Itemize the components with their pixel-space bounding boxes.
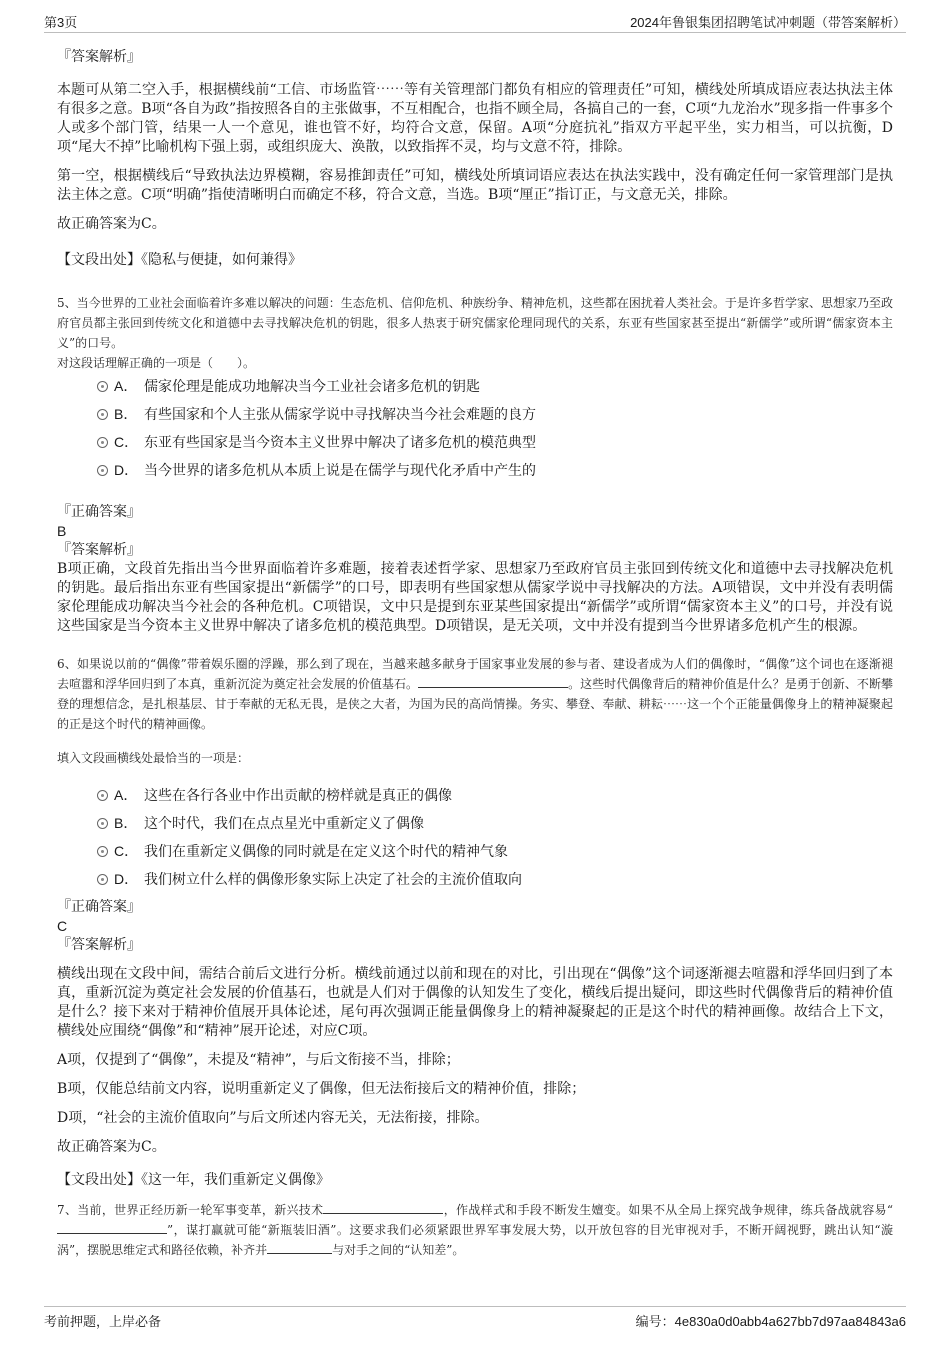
q4-analysis-label: 『答案解析』 bbox=[57, 49, 141, 65]
q6-prompt: 填入文段画横线处最恰当的一项是： bbox=[57, 751, 250, 765]
q6-option-c[interactable]: C． 我们在重新定义偶像的同时就是在定义这个时代的精神气象 bbox=[57, 838, 893, 866]
q5-analysis-label: 『答案解析』 bbox=[57, 542, 141, 558]
q6-analysis-label: 『答案解析』 bbox=[57, 937, 141, 953]
q6-note-a: A项，仅提到了“偶像”，未提及“精神”，与后文衔接不当，排除； bbox=[57, 1052, 460, 1068]
q6-source: 【文段出处】《这一年，我们重新定义偶像》 bbox=[57, 1172, 330, 1188]
q5-stem: 5、当今世界的工业社会面临着许多难以解决的问题：生态危机、信仰危机、种族纷争、精神危机，这些都在困扰着人类社会。于是许多哲学家、思想家乃至政府官员都主张回到传统文化和道德中去寻找解决危机的钥匙，很多人热衷于研究儒家伦理同现代的关系，东亚有些国家甚至提出“新儒学”或所谓“儒家资本主义”的口号。 bbox=[57, 296, 893, 350]
document-id: 编号：4e830a0d0abb4a627bb7d97aa84843a6 bbox=[635, 1314, 906, 1329]
q5-analysis: B项正确，文段首先指出当今世界面临着许多难题，接着表述哲学家、思想家乃至政府官员主张回到传统文化和道德中去寻找解决危机的钥匙。最后指出东亚有些国家提出“新儒学”的口号，即表明有些国家想从儒家学说中寻找解决的方法。A项错误，文中并没有表明儒家伦理能成功解决当今社会的各种危机。C项错误，文中只是提到东亚某些国家提出“新儒学”或所谓“儒家资本主义”的口号，并没有说这些国家是当今资本主义世界中解决了诸多危机的模范典型。D项错误，是无关项，文中并没有提到当今世界诸多危机产生的根源。 bbox=[57, 561, 893, 634]
q7-blank-3 bbox=[267, 1241, 332, 1254]
q4-analysis-para2: 第一空，根据横线后“导致执法边界模糊，容易推卸责任”可知，横线处所填词语应表达在执法实践中，没有确定任何一家管理部门是执法主体之意。C项“明确”指使清晰明白而确定不移，符合文意，当选。B项“厘正”指订正，与文意无关，排除。 bbox=[57, 168, 893, 203]
q4-analysis-para1: 本题可从第二空入手，根据横线前“工信、市场监管⋯⋯等有关管理部门都负有相应的管理责任”可知，横线处所填成语应表达执法主体有很多之意。B项“各自为政”指按照各自的主张做事，不互相配合，也指不顾全局，各搞自己的一套，C项“九龙治水”现多指一件事多个人或多个部门管，结果一人一个意见，谁也管不好，均符合文意，保留。A项“分庭抗礼”指双方平起平坐，实力相当，可以抗衡，D项“尾大不掉”比喻机构下强上弱，或组织庞大、涣散，以致指挥不灵，均与文意不符，排除。 bbox=[57, 82, 893, 155]
q6-answer: C bbox=[57, 918, 68, 934]
radio-icon[interactable] bbox=[97, 465, 108, 476]
footer-slogan: 考前押题，上岸必备 bbox=[44, 1314, 162, 1329]
q5-options bbox=[57, 373, 893, 485]
q5-option-b[interactable]: B． 有些国家和个人主张从儒家学说中寻找解决当今社会难题的良方 bbox=[57, 401, 893, 429]
q5-option-a[interactable]: A． 儒家伦理是能成功地解决当今工业社会诸多危机的钥匙 bbox=[57, 373, 893, 401]
q6-option-d[interactable]: D． 我们树立什么样的偶像形象实际上决定了社会的主流价值取向 bbox=[57, 866, 893, 894]
q6-option-a[interactable]: A． 这些在各行各业中作出贡献的榜样就是真正的偶像 bbox=[57, 782, 893, 810]
q4-conclusion: 故正确答案为C。 bbox=[57, 216, 166, 232]
q6-options bbox=[57, 782, 893, 894]
document-title: 2024年鲁银集团招聘笔试冲刺题（带答案解析） bbox=[630, 15, 906, 30]
q6-note-d: D项，“社会的主流价值取向”与后文所述内容无关，无法衔接，排除。 bbox=[57, 1110, 489, 1126]
q6-conclusion: 故正确答案为C。 bbox=[57, 1139, 166, 1155]
q6-analysis: 横线出现在文段中间，需结合前后文进行分析。横线前通过以前和现在的对比，引出现在“偶像”这个词逐渐褪去喧嚣和浮华回归到了本真，重新沉淀为奠定社会发展的价值基石，也就是人们对于偶像的认知发生了变化，横线后提出疑问，即这些时代偶像背后的精神价值是什么？接下来对于精神价值展开具体论述，尾句再次强调正能量偶像身上的精神凝聚起的正是这个时代的精神画像。故结合上下文，横线处应围绕“偶像”和“精神”展开论述，对应C项。 bbox=[57, 966, 893, 1039]
radio-icon[interactable] bbox=[97, 437, 108, 448]
q6-stem: 6、如果说以前的“偶像”带着娱乐圈的浮躁，那么到了现在，当越来越多献身于国家事业发展的参与者、建设者成为人们的偶像时，“偶像”这个词也在逐渐褪去喧嚣和浮华回归到了本真，重新沉淀为奠定社会发展的价值基石。 。这些时代偶像背后的精神价值是什么？是勇于创新、不断攀登的理想信念，是扎根基层、甘于奉献的无私无畏，是侠之大者，为国为民的高尚情操。务实、攀登、奉献、耕耘⋯⋯这一个个正能量偶像身上的精神凝聚起的正是这个时代的精神画像。 bbox=[57, 657, 893, 731]
q6-note-b: B项，仅能总结前文内容，说明重新定义了偶像，但无法衔接后文的精神价值，排除； bbox=[57, 1081, 586, 1097]
q5-option-c[interactable]: C． 东亚有些国家是当今资本主义世界中解决了诸多危机的模范典型 bbox=[57, 429, 893, 457]
q6-blank bbox=[418, 675, 568, 688]
page-header bbox=[44, 12, 906, 33]
radio-icon[interactable] bbox=[97, 790, 108, 801]
q6-answer-label: 『正确答案』 bbox=[57, 899, 141, 915]
page-number: 第3页 bbox=[44, 15, 78, 30]
radio-icon[interactable] bbox=[97, 818, 108, 829]
q5-answer: B bbox=[57, 523, 67, 539]
q5-prompt: 对这段话理解正确的一项是（ ）。 bbox=[57, 356, 256, 370]
radio-icon[interactable] bbox=[97, 409, 108, 420]
q6-option-b[interactable]: B． 这个时代，我们在点点星光中重新定义了偶像 bbox=[57, 810, 893, 838]
q5-option-d[interactable]: D． 当今世界的诸多危机从本质上说是在儒学与现代化矛盾中产生的 bbox=[57, 457, 893, 485]
q4-source: 【文段出处】《隐私与便捷，如何兼得》 bbox=[57, 252, 302, 268]
radio-icon[interactable] bbox=[97, 846, 108, 857]
radio-icon[interactable] bbox=[97, 381, 108, 392]
q7-blank-2 bbox=[57, 1221, 167, 1234]
page-footer bbox=[44, 1306, 906, 1329]
document-body bbox=[57, 44, 893, 1260]
q5-answer-label: 『正确答案』 bbox=[57, 504, 141, 520]
q7-blank-1 bbox=[323, 1201, 443, 1214]
q7-stem: 7、当前，世界正经历新一轮军事变革，新兴技术 ，作战样式和手段不断发生嬗变。如果不从全局上探究战争规律，练兵备战就容易“”，谋打赢就可能“新瓶装旧酒”。这要求我们必须紧跟世界军事发展大势，以开放包容的目光审视对手，不断开阔视野，跳出认知“漩涡”，摆脱思维定式和路径依赖，补齐并 与对手之间的“认知差”。 bbox=[57, 1203, 894, 1257]
radio-icon[interactable] bbox=[97, 874, 108, 885]
